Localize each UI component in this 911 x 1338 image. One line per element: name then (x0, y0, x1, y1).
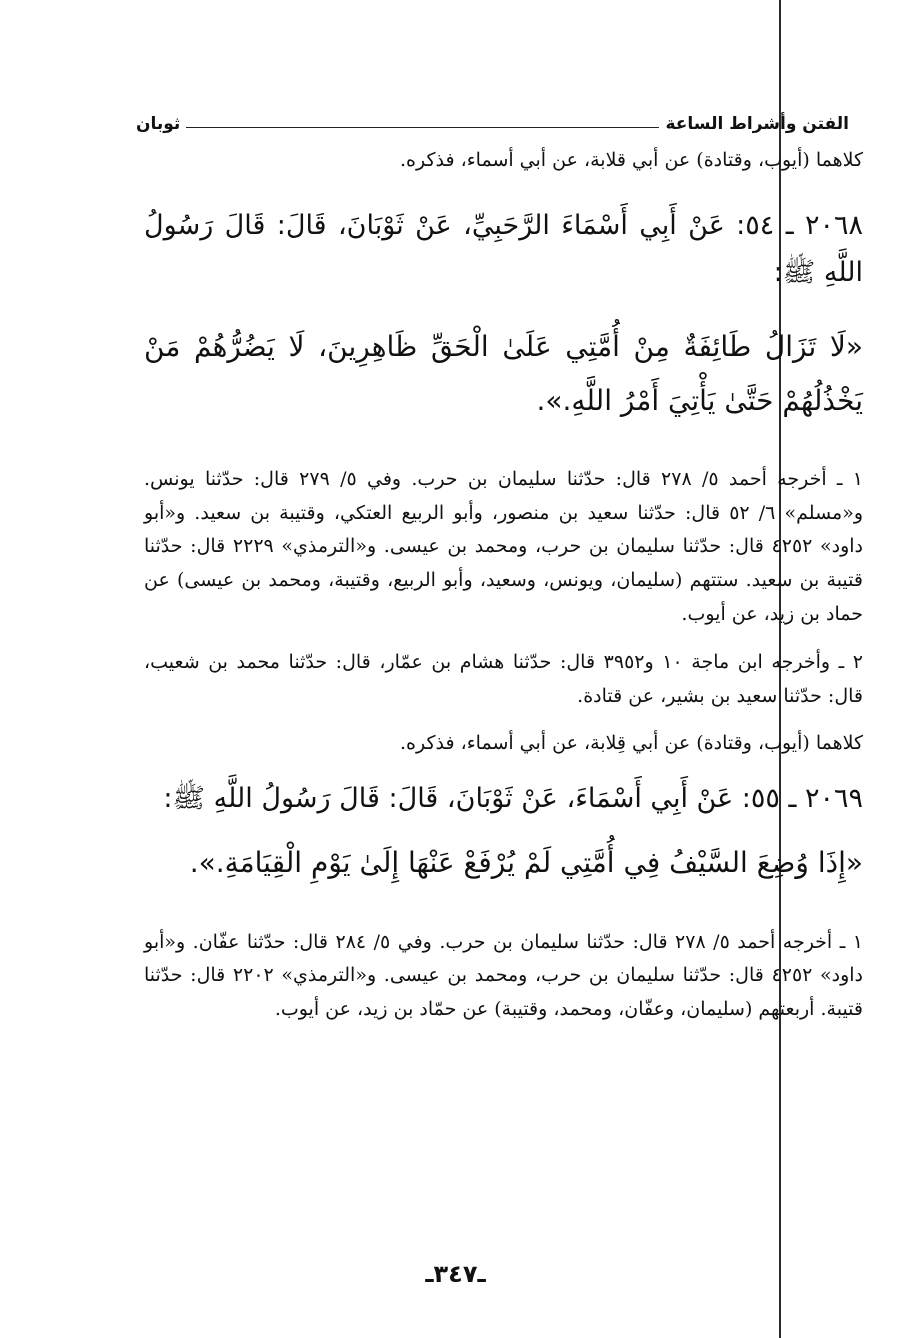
hadith-2069-text: «إِذَا وُضِعَ السَّيْفُ فِي أُمَّتِي لَمْ يُرْفَعْ عَنْهَا إِلَىٰ يَوْمِ الْقِيَامَةِ.». (189, 846, 863, 880)
hadith-2069-heading: ٢٠٦٩ ـ ٥٥: عَنْ أَبِي أَسْمَاءَ، عَنْ ثَوْبَانَ، قَالَ: قَالَ رَسُولُ اللَّهِ ﷺ: (163, 783, 863, 815)
page-number: ـ٣٤٧ـ (425, 1260, 486, 1288)
header-rule (186, 127, 659, 128)
takhrij-2068-2: ٢ ـ وأخرجه ابن ماجة ١٠ و٣٩٥٢ قال: حدّثنا هشام بن عمّار، قال: حدّثنا محمد بن شعيب، قال: حدّثنا سعيد بن بشير، عن قتادة. (144, 650, 864, 707)
page-body (144, 144, 863, 1027)
takhrij-2068-1: ١ ـ أخرجه أحمد ٥/ ٢٧٨ قال: حدّثنا سليمان بن حرب. وفي ٥/ ٢٧٩ قال: حدّثنا يونس. و«مسلم» ٦/ ٥٢ قال: حدّثنا سعيد بن منصور، وأبو الربيع العتكي، وقتيبة بن سعيد. و«أبو داود» ٤٢٥٢ قال: حدّثنا سليمان بن حرب، ومحمد بن عيسى. و«الترمذي» ٢٢٢٩ قال: حدّثنا قتيبة بن سعيد. ستتهم (سليمان، ويونس، وسعيد، وأبو الربيع، وقتيبة، ومحمد بن عيسى) عن حماد بن زيد، عن أيوب. (144, 467, 864, 625)
running-header (136, 104, 849, 134)
hadith-2068-text: «لَا تَزَالُ طَائِفَةٌ مِنْ أُمَّتِي عَلَىٰ الْحَقِّ ظَاهِرِينَ، لَا يَضُرُّهُمْ مَنْ يَخْذُلُهُمْ حَتَّىٰ يَأْتِيَ أَمْرُ اللَّهِ.». (144, 330, 863, 417)
isnad-summary: كلاهما (أيوب، وقتادة) عن أبي قلابة، عن أبي أسماء، فذكره. (399, 149, 863, 171)
isnad-summary: كلاهما (أيوب، وقتادة) عن أبي قِلابة، عن أبي أسماء، فذكره. (399, 732, 863, 755)
header-book-title: الفتن وأشراط الساعة (665, 114, 849, 134)
header-chapter-title: ثوبان (136, 114, 181, 134)
hadith-2068-heading: ٢٠٦٨ ـ ٥٤: عَنْ أَبِي أَسْمَاءَ الرَّحَبِيِّ، عَنْ ثَوْبَانَ، قَالَ: قَالَ رَسُولُ اللَّهِ ﷺ: (144, 209, 863, 289)
takhrij-2069-1: ١ ـ أخرجه أحمد ٥/ ٢٧٨ قال: حدّثنا سليمان بن حرب. وفي ٥/ ٢٨٤ قال: حدّثنا عفّان. و«أبو داود» ٤٢٥٢ قال: حدّثنا سليمان بن حرب، ومحمد بن عيسى. و«الترمذي» ٢٢٠٢ قال: حدّثنا قتيبة. أربعتهم (سليمان، وعفّان، ومحمد، وقتيبة) عن حمّاد بن زيد، عن أيوب. (144, 930, 864, 1021)
